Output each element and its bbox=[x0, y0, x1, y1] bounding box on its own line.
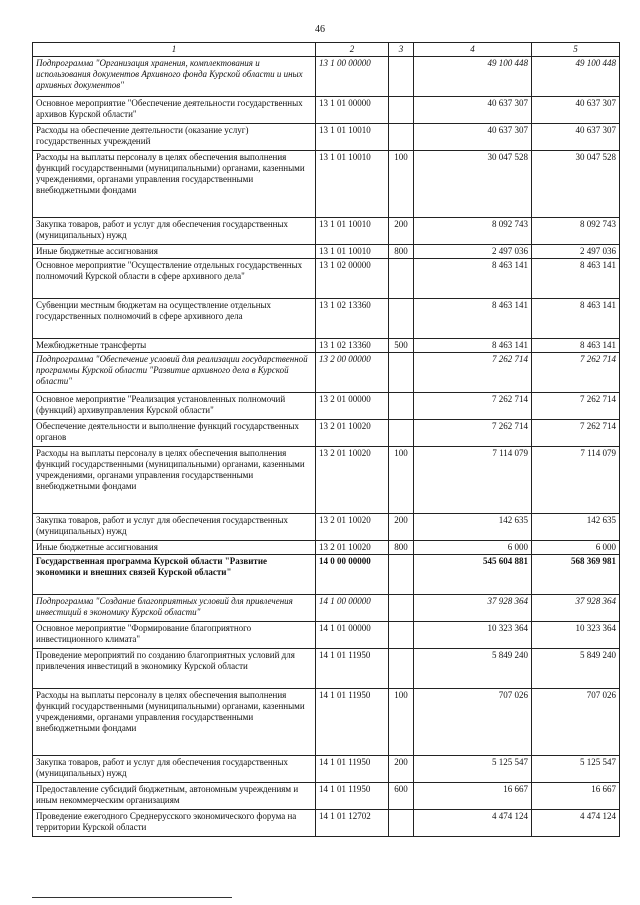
row-value-1-cell: 16 667 bbox=[414, 783, 532, 810]
table-row bbox=[33, 810, 620, 837]
table-row bbox=[33, 393, 620, 420]
row-value-2-cell: 4 474 124 bbox=[532, 810, 620, 837]
row-code-cell: 13 1 01 10010 bbox=[316, 124, 389, 151]
row-value-2-cell: 7 262 714 bbox=[532, 420, 620, 447]
row-value-1-cell: 5 125 547 bbox=[414, 756, 532, 783]
row-name-cell: Основное мероприятие "Формирование благоприятного инвестиционного климата" bbox=[33, 622, 316, 649]
row-type-cell: 100 bbox=[389, 689, 414, 756]
budget-table bbox=[32, 42, 620, 837]
row-value-1-cell: 8 463 141 bbox=[414, 339, 532, 353]
row-value-1-cell: 142 635 bbox=[414, 514, 532, 541]
row-type-cell: 200 bbox=[389, 514, 414, 541]
row-name-cell: Основное мероприятие "Обеспечение деятельности государственных архивов Курской области" bbox=[33, 97, 316, 124]
table-row bbox=[33, 218, 620, 245]
header-cell: 2 bbox=[316, 43, 389, 57]
row-name-cell: Расходы на выплаты персоналу в целях обеспечения выполнения функций государственными (муниципальными) органами, казенными учреждениями, органами управления государственными внебюджетными фондами bbox=[33, 151, 316, 218]
row-code-cell: 13 1 01 10010 bbox=[316, 245, 389, 259]
row-value-2-cell: 30 047 528 bbox=[532, 151, 620, 218]
row-value-1-cell: 8 092 743 bbox=[414, 218, 532, 245]
row-type-cell bbox=[389, 124, 414, 151]
row-code-cell: 13 1 02 00000 bbox=[316, 259, 389, 299]
row-code-cell: 14 1 01 11950 bbox=[316, 649, 389, 689]
row-name-cell: Субвенции местным бюджетам на осуществление отдельных государственных полномочий в сфере архивного дела bbox=[33, 299, 316, 339]
row-code-cell: 13 2 01 10020 bbox=[316, 514, 389, 541]
row-code-cell: 13 1 00 00000 bbox=[316, 57, 389, 97]
row-value-2-cell: 5 125 547 bbox=[532, 756, 620, 783]
table-row bbox=[33, 259, 620, 299]
row-name-cell: Закупка товаров, работ и услуг для обеспечения государственных (муниципальных) нужд bbox=[33, 514, 316, 541]
row-value-1-cell: 2 497 036 bbox=[414, 245, 532, 259]
table-body bbox=[33, 57, 620, 837]
header-cell: 5 bbox=[532, 43, 620, 57]
row-type-cell bbox=[389, 649, 414, 689]
row-value-1-cell: 37 928 364 bbox=[414, 595, 532, 622]
row-name-cell: Основное мероприятие "Реализация установленных полномочий (функций) архивуправления Курской области" bbox=[33, 393, 316, 420]
header-cell: 1 bbox=[33, 43, 316, 57]
row-value-2-cell: 40 637 307 bbox=[532, 97, 620, 124]
row-name-cell: Подпрограмма "Организация хранения, комплектования и использования документов Архивного фонда Курской области и иных архивных документов" bbox=[33, 57, 316, 97]
row-code-cell: 13 1 01 10010 bbox=[316, 218, 389, 245]
table-row bbox=[33, 541, 620, 555]
table-row bbox=[33, 339, 620, 353]
table-row bbox=[33, 151, 620, 218]
row-name-cell: Расходы на выплаты персоналу в целях обеспечения выполнения функций государственными (муниципальными) органами, казенными учреждениями, органами управления государственными внебюджетными фондами bbox=[33, 447, 316, 514]
table-row bbox=[33, 555, 620, 595]
row-value-2-cell: 8 463 141 bbox=[532, 299, 620, 339]
row-type-cell: 200 bbox=[389, 756, 414, 783]
row-type-cell bbox=[389, 622, 414, 649]
table-row bbox=[33, 57, 620, 97]
row-value-2-cell: 7 114 079 bbox=[532, 447, 620, 514]
row-name-cell: Расходы на обеспечение деятельности (оказание услуг) государственных учреждений bbox=[33, 124, 316, 151]
row-value-1-cell: 7 262 714 bbox=[414, 353, 532, 393]
row-value-2-cell: 568 369 981 bbox=[532, 555, 620, 595]
row-type-cell bbox=[389, 810, 414, 837]
row-value-2-cell: 8 092 743 bbox=[532, 218, 620, 245]
row-type-cell: 600 bbox=[389, 783, 414, 810]
row-value-1-cell: 7 262 714 bbox=[414, 420, 532, 447]
row-code-cell: 13 1 01 10010 bbox=[316, 151, 389, 218]
row-type-cell bbox=[389, 555, 414, 595]
row-name-cell: Межбюджетные трансферты bbox=[33, 339, 316, 353]
row-code-cell: 13 2 01 10020 bbox=[316, 447, 389, 514]
row-code-cell: 14 1 01 11950 bbox=[316, 783, 389, 810]
row-value-1-cell: 10 323 364 bbox=[414, 622, 532, 649]
table-row bbox=[33, 783, 620, 810]
row-type-cell: 100 bbox=[389, 447, 414, 514]
row-code-cell: 14 1 01 11950 bbox=[316, 756, 389, 783]
row-value-1-cell: 707 026 bbox=[414, 689, 532, 756]
row-code-cell: 13 2 01 00000 bbox=[316, 393, 389, 420]
row-type-cell bbox=[389, 420, 414, 447]
table-row bbox=[33, 514, 620, 541]
table-row bbox=[33, 420, 620, 447]
row-value-1-cell: 6 000 bbox=[414, 541, 532, 555]
row-value-2-cell: 6 000 bbox=[532, 541, 620, 555]
table-row bbox=[33, 124, 620, 151]
table-row bbox=[33, 299, 620, 339]
row-value-1-cell: 40 637 307 bbox=[414, 124, 532, 151]
row-value-1-cell: 8 463 141 bbox=[414, 299, 532, 339]
row-name-cell: Закупка товаров, работ и услуг для обеспечения государственных (муниципальных) нужд bbox=[33, 756, 316, 783]
row-name-cell: Обеспечение деятельности и выполнение функций государственных органов bbox=[33, 420, 316, 447]
row-value-1-cell: 7 114 079 bbox=[414, 447, 532, 514]
row-type-cell: 800 bbox=[389, 541, 414, 555]
row-value-2-cell: 7 262 714 bbox=[532, 353, 620, 393]
row-value-2-cell: 707 026 bbox=[532, 689, 620, 756]
row-value-2-cell: 8 463 141 bbox=[532, 259, 620, 299]
row-code-cell: 13 2 01 10020 bbox=[316, 420, 389, 447]
row-type-cell bbox=[389, 353, 414, 393]
row-name-cell: Иные бюджетные ассигнования bbox=[33, 245, 316, 259]
row-name-cell: Расходы на выплаты персоналу в целях обеспечения выполнения функций государственными (муниципальными) органами, казенными учреждениями, органами управления государственными внебюджетными фондами bbox=[33, 689, 316, 756]
row-name-cell: Подпрограмма "Создание благоприятных условий для привлечения инвестиций в экономику Курской области" bbox=[33, 595, 316, 622]
row-type-cell: 200 bbox=[389, 218, 414, 245]
row-value-1-cell: 4 474 124 bbox=[414, 810, 532, 837]
row-type-cell: 800 bbox=[389, 245, 414, 259]
row-code-cell: 13 1 02 13360 bbox=[316, 299, 389, 339]
row-code-cell: 14 0 00 00000 bbox=[316, 555, 389, 595]
table-row bbox=[33, 689, 620, 756]
header-row bbox=[33, 43, 620, 57]
row-type-cell: 100 bbox=[389, 151, 414, 218]
table-row bbox=[33, 595, 620, 622]
row-code-cell: 14 1 01 11950 bbox=[316, 689, 389, 756]
table-row bbox=[33, 649, 620, 689]
row-name-cell: Закупка товаров, работ и услуг для обеспечения государственных (муниципальных) нужд bbox=[33, 218, 316, 245]
table-row bbox=[33, 622, 620, 649]
row-name-cell: Основное мероприятие "Осуществление отдельных государственных полномочий Курской области в сфере архивного дела" bbox=[33, 259, 316, 299]
table-row bbox=[33, 97, 620, 124]
row-value-2-cell: 40 637 307 bbox=[532, 124, 620, 151]
header-cell: 3 bbox=[389, 43, 414, 57]
row-value-2-cell: 142 635 bbox=[532, 514, 620, 541]
row-name-cell: Проведение ежегодного Среднерусского экономического форума на территории Курской области bbox=[33, 810, 316, 837]
row-value-1-cell: 7 262 714 bbox=[414, 393, 532, 420]
row-name-cell: Проведение мероприятий по созданию благоприятных условий для привлечения инвестиций в экономику Курской области bbox=[33, 649, 316, 689]
row-value-2-cell: 37 928 364 bbox=[532, 595, 620, 622]
header-cell: 4 bbox=[414, 43, 532, 57]
footer-divider bbox=[32, 897, 232, 898]
row-code-cell: 14 1 00 00000 bbox=[316, 595, 389, 622]
row-code-cell: 14 1 01 12702 bbox=[316, 810, 389, 837]
row-value-2-cell: 2 497 036 bbox=[532, 245, 620, 259]
row-value-2-cell: 16 667 bbox=[532, 783, 620, 810]
row-name-cell: Подпрограмма "Обеспечение условий для реализации государственной программы Курской области "Развитие архивного дела в Курской области" bbox=[33, 353, 316, 393]
row-type-cell bbox=[389, 595, 414, 622]
row-code-cell: 13 1 01 00000 bbox=[316, 97, 389, 124]
table-row bbox=[33, 756, 620, 783]
row-type-cell bbox=[389, 57, 414, 97]
table-row bbox=[33, 353, 620, 393]
row-value-1-cell: 5 849 240 bbox=[414, 649, 532, 689]
row-value-1-cell: 30 047 528 bbox=[414, 151, 532, 218]
row-value-2-cell: 10 323 364 bbox=[532, 622, 620, 649]
row-name-cell: Государственная программа Курской области "Развитие экономики и внешних связей Курской области" bbox=[33, 555, 316, 595]
row-code-cell: 13 2 01 10020 bbox=[316, 541, 389, 555]
row-value-1-cell: 545 604 881 bbox=[414, 555, 532, 595]
page-number: 46 bbox=[315, 24, 325, 35]
row-code-cell: 13 1 02 13360 bbox=[316, 339, 389, 353]
row-code-cell: 13 2 00 00000 bbox=[316, 353, 389, 393]
row-type-cell: 500 bbox=[389, 339, 414, 353]
row-name-cell: Предоставление субсидий бюджетным, автономным учреждениям и иным некоммерческим организациям bbox=[33, 783, 316, 810]
row-value-2-cell: 49 100 448 bbox=[532, 57, 620, 97]
row-value-1-cell: 8 463 141 bbox=[414, 259, 532, 299]
row-type-cell bbox=[389, 259, 414, 299]
row-type-cell bbox=[389, 393, 414, 420]
row-type-cell bbox=[389, 299, 414, 339]
row-value-1-cell: 49 100 448 bbox=[414, 57, 532, 97]
row-type-cell bbox=[389, 97, 414, 124]
row-value-2-cell: 7 262 714 bbox=[532, 393, 620, 420]
table-row bbox=[33, 447, 620, 514]
row-code-cell: 14 1 01 00000 bbox=[316, 622, 389, 649]
row-name-cell: Иные бюджетные ассигнования bbox=[33, 541, 316, 555]
row-value-2-cell: 5 849 240 bbox=[532, 649, 620, 689]
table-row bbox=[33, 245, 620, 259]
row-value-1-cell: 40 637 307 bbox=[414, 97, 532, 124]
row-value-2-cell: 8 463 141 bbox=[532, 339, 620, 353]
